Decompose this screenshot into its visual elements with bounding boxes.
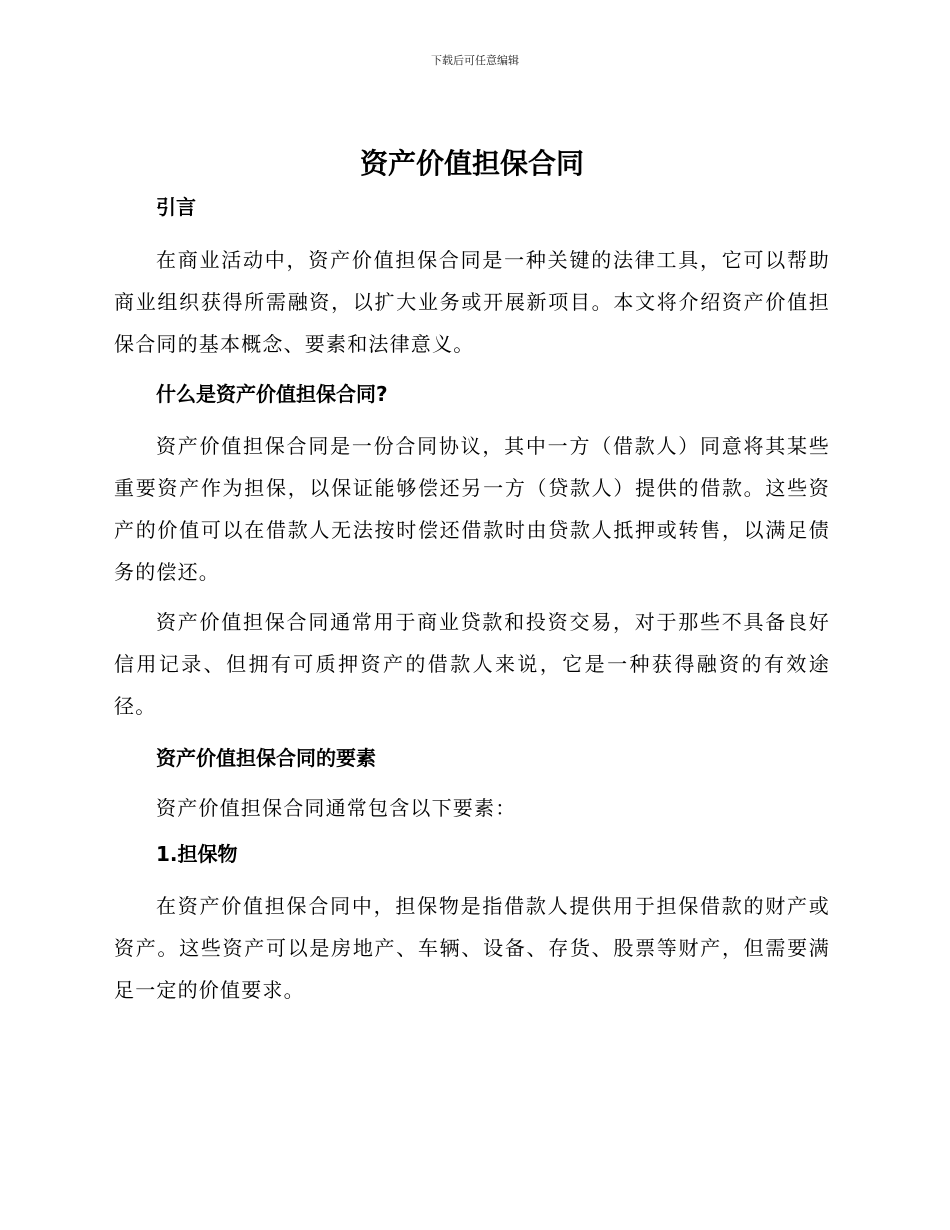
paragraph-what-is-1: 资产价值担保合同是一份合同协议，其中一方（借款人）同意将其某些重要资产作为担保，以保证能够偿还另一方（贷款人）提供的借款。这些资产的价值可以在借款人无法按时偿还借款时由贷款人抵押或转售，以满足债务的偿还。 [114,434,830,584]
heading-collateral: 1.担保物 [156,842,238,866]
heading-what-is: 什么是资产价值担保合同? [156,382,388,406]
paragraph-intro: 在商业活动中，资产价值担保合同是一种关键的法律工具，它可以帮助商业组织获得所需融资，以扩大业务或开展新项目。本文将介绍资产价值担保合同的基本概念、要素和法律意义。 [114,248,830,356]
document-body [114,142,830,1011]
paragraph-what-is-2: 资产价值担保合同通常用于商业贷款和投资交易，对于那些不具备良好信用记录、但拥有可质押资产的借款人来说，它是一种获得融资的有效途径。 [114,610,830,718]
page-header-note: 下载后可任意编辑 [431,54,519,67]
paragraph-elements-intro: 资产价值担保合同通常包含以下要素： [156,796,517,820]
heading-elements: 资产价值担保合同的要素 [156,746,376,770]
paragraph-collateral: 在资产价值担保合同中，担保物是指借款人提供用于担保借款的财产或资产。这些资产可以是房地产、车辆、设备、存货、股票等财产，但需要满足一定的价值要求。 [114,894,830,1002]
heading-intro: 引言 [156,195,196,219]
document-title: 资产价值担保合同 [359,147,584,180]
